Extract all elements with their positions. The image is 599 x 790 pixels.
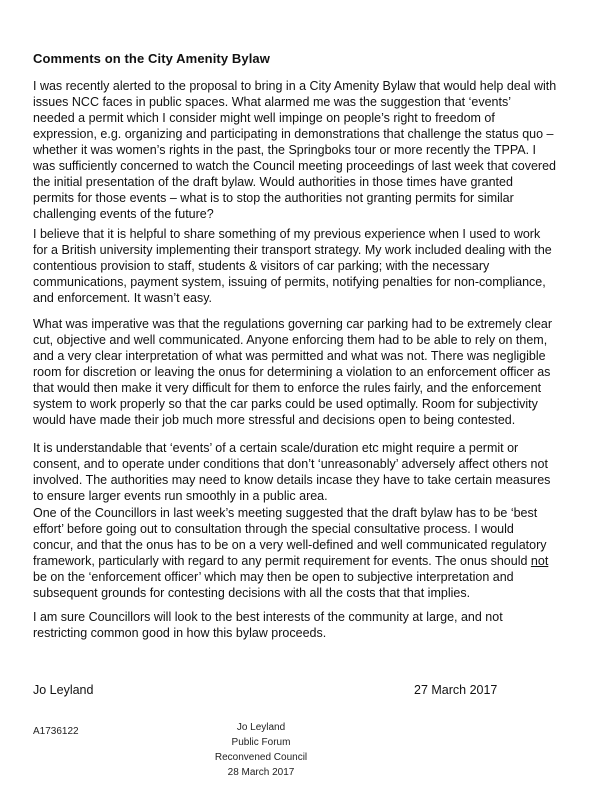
document-reference: A1736122 — [33, 726, 79, 737]
signature-date: 27 March 2017 — [414, 683, 498, 697]
paragraph-line-with-emphasis — [33, 553, 581, 569]
paragraph-line: to ensure larger events run smoothly in a public area. — [33, 489, 328, 503]
paragraph-line: system to work properly so that the car parks could be used optimally. Room for subjectivity — [33, 397, 538, 411]
paragraph-line: and a very clear interpretation of what was permitted and what was not. There was negligible — [33, 349, 546, 363]
paragraph-line: consent, and to operate under conditions that don’t ‘unreasonably’ adversely affect others not — [33, 457, 548, 471]
paragraph-2 — [33, 226, 581, 306]
stamp-line: Jo Leyland — [236, 722, 286, 733]
paragraph-line: that would then make it very difficult for them to enforce the rules fairly, and the enforcement — [33, 381, 542, 395]
paragraph-line: room for discretion or leaving the onus for determining a violation to an enforcement officer as — [33, 365, 551, 379]
paragraph-line: I am sure Councillors will look to the best interests of the community at large, and not — [33, 610, 503, 624]
paragraph-line: issues NCC faces in public spaces. What alarmed me was the suggestion that ‘events’ — [33, 95, 512, 109]
paragraph-1 — [33, 78, 581, 222]
stamp-line: Reconvened Council — [214, 752, 308, 763]
paragraph-line: communications, payment system, issuing of permits, notifying penalties for non-compliance, — [33, 275, 546, 289]
paragraph-line: permits for those events – what is to stop the authorities not granting permits for similar — [33, 191, 514, 205]
stamp-line: 28 March 2017 — [227, 767, 295, 778]
paragraph-line: expression, e.g. organizing and participating in demonstrations that challenge the status quo – — [33, 127, 554, 141]
paragraph-line: involved. The authorities may need to know details incase they have to take certain measures — [33, 473, 551, 487]
paragraph-line: and enforcement. It wasn’t easy. — [33, 291, 213, 305]
footer-stamp — [196, 720, 326, 780]
paragraph-line: restricting common good in how this bylaw proceeds. — [33, 626, 327, 640]
signature-name: Jo Leyland — [33, 683, 94, 697]
paragraph-3 — [33, 316, 581, 428]
paragraph-line: the initial presentation of the draft bylaw. Would authorities in those times have granted — [33, 175, 513, 189]
paragraph-line: would have made their job much more stressful and decisions open to being contested. — [33, 413, 516, 427]
underlined-word: not — [530, 554, 549, 568]
paragraph-line: I believe that it is helpful to share something of my previous experience when I used to work — [33, 227, 541, 241]
paragraph-line: needed a permit which I consider might well impinge on people’s right to freedom of — [33, 111, 495, 125]
paragraph-line: cut, objective and well communicated. Anyone enforcing them had to be able to rely on them, — [33, 333, 548, 347]
paragraph-line: What was imperative was that the regulations governing car parking had to be extremely clear — [33, 317, 553, 331]
paragraph-line: challenging events of the future? — [33, 207, 214, 221]
paragraph-line: concur, and that the onus has to be on a very well-defined and well communicated regulatory — [33, 538, 547, 552]
paragraph-line: It is understandable that ‘events’ of a certain scale/duration etc might require a permit or — [33, 441, 519, 455]
paragraph-line: subsequent grounds for contesting decisions with all the costs that that implies. — [33, 586, 471, 600]
paragraph-6 — [33, 609, 581, 641]
paragraph-line: be on the ‘enforcement officer’ which may then be open to subjective interpretation and — [33, 570, 514, 584]
paragraph-line: contentious provision to staff, students & visitors of car parking; with the necessary — [33, 259, 490, 273]
document-title: Comments on the City Amenity Bylaw — [33, 51, 270, 66]
paragraph-4 — [33, 440, 581, 504]
paragraph-5 — [33, 505, 581, 601]
paragraph-line: I was recently alerted to the proposal to bring in a City Amenity Bylaw that would help deal with — [33, 79, 557, 93]
paragraph-line: for a British university implementing their transport strategy. My work included dealing with the — [33, 243, 552, 257]
paragraph-line: One of the Councillors in last week’s meeting suggested that the draft bylaw has to be ‘best — [33, 506, 538, 520]
paragraph-line-start: framework, particularly with regard to any permit requirement for events. The onus should — [33, 554, 531, 568]
paragraph-line: effort’ before going out to consultation through the special consultative process. I would — [33, 522, 514, 536]
paragraph-line: whether it was women’s rights in the past, the Springboks tour or more recently the TPPA. I — [33, 143, 537, 157]
stamp-line: Public Forum — [231, 737, 291, 748]
paragraph-line: was sufficiently concerned to watch the Council meeting proceedings of last week that covered — [33, 159, 556, 173]
